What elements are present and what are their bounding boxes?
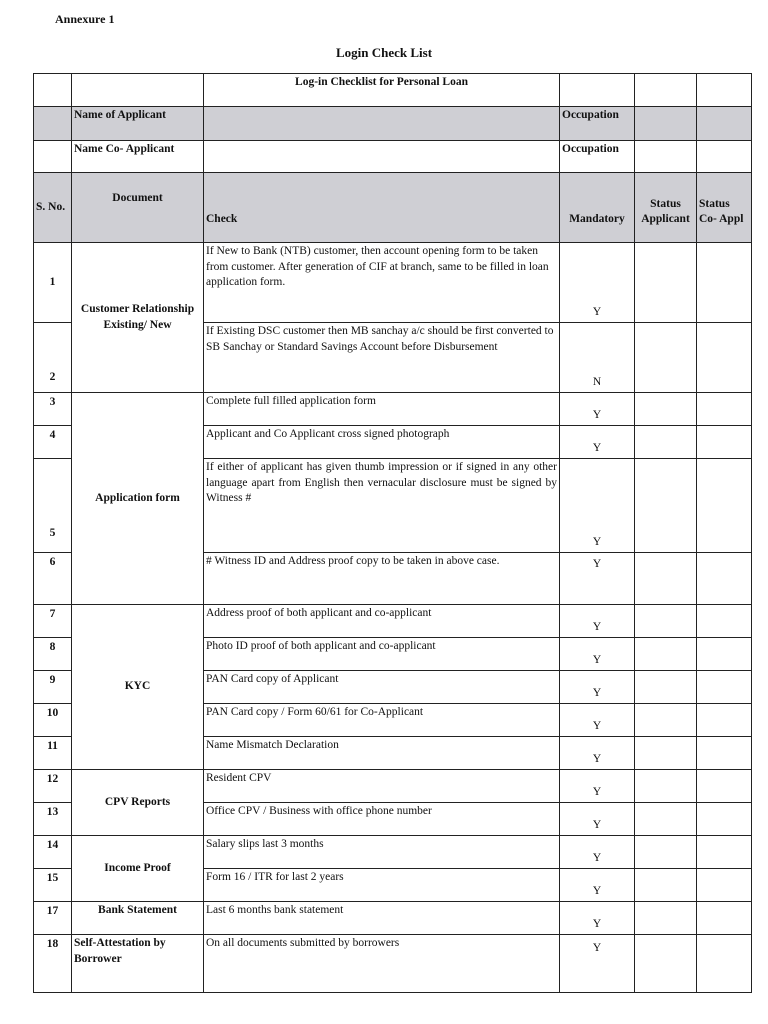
row-mandatory: N xyxy=(560,323,635,393)
row-status-co-appl[interactable] xyxy=(697,869,752,902)
header-row xyxy=(34,173,752,243)
row-sno: 10 xyxy=(34,704,72,737)
row-sno: 17 xyxy=(34,902,72,935)
row-sno: 8 xyxy=(34,638,72,671)
row-check: If New to Bank (NTB) customer, then account opening form to be taken from customer. After generation of CIF at branch, same to be filled in loan application form. xyxy=(204,243,560,323)
table-title-row xyxy=(34,74,752,107)
group-bank-statement: Bank Statement xyxy=(72,902,204,935)
row-check: Address proof of both applicant and co-applicant xyxy=(204,605,560,638)
header-check: Check xyxy=(204,173,560,243)
row-mandatory: Y xyxy=(560,803,635,836)
row-status-applicant[interactable] xyxy=(635,869,697,902)
row-check: Last 6 months bank statement xyxy=(204,902,560,935)
applicant-occupation-value[interactable] xyxy=(635,107,697,141)
row-mandatory: Y xyxy=(560,737,635,770)
row-status-applicant[interactable] xyxy=(635,704,697,737)
row-check: # Witness ID and Address proof copy to be taken in above case. xyxy=(204,553,560,605)
row-mandatory: Y xyxy=(560,459,635,553)
co-applicant-name-value[interactable] xyxy=(204,141,560,173)
row-status-applicant[interactable] xyxy=(635,770,697,803)
group-kyc: KYC xyxy=(72,605,204,770)
co-applicant-occupation-value[interactable] xyxy=(635,141,697,173)
row-check: PAN Card copy / Form 60/61 for Co-Applicant xyxy=(204,704,560,737)
row-status-co-appl[interactable] xyxy=(697,935,752,993)
row-mandatory: Y xyxy=(560,553,635,605)
row-mandatory: Y xyxy=(560,836,635,869)
row-mandatory: Y xyxy=(560,869,635,902)
row-status-co-appl[interactable] xyxy=(697,770,752,803)
row-status-co-appl[interactable] xyxy=(697,243,752,323)
row-sno: 18 xyxy=(34,935,72,993)
co-applicant-occupation-label: Occupation xyxy=(560,141,635,173)
row-sno: 15 xyxy=(34,869,72,902)
row-check: Applicant and Co Applicant cross signed photograph xyxy=(204,426,560,459)
annexure-label: Annexure 1 xyxy=(55,12,115,26)
row-sno: 11 xyxy=(34,737,72,770)
row-status-applicant[interactable] xyxy=(635,836,697,869)
row-status-co-appl[interactable] xyxy=(697,605,752,638)
co-applicant-row xyxy=(34,141,752,173)
applicant-row xyxy=(34,107,752,141)
row-status-applicant[interactable] xyxy=(635,935,697,993)
header-status-applicant: Status Applicant xyxy=(635,173,697,243)
row-sno: 13 xyxy=(34,803,72,836)
table-row xyxy=(34,836,752,869)
row-check: Resident CPV xyxy=(204,770,560,803)
table-row xyxy=(34,393,752,426)
row-status-co-appl[interactable] xyxy=(697,323,752,393)
table-row xyxy=(34,243,752,323)
row-mandatory: Y xyxy=(560,671,635,704)
row-sno: 9 xyxy=(34,671,72,704)
row-sno: 2 xyxy=(34,323,72,393)
applicant-name-label: Name of Applicant xyxy=(72,107,204,141)
table-title: Log-in Checklist for Personal Loan xyxy=(204,74,560,107)
row-check: Office CPV / Business with office phone number xyxy=(204,803,560,836)
row-status-applicant[interactable] xyxy=(635,553,697,605)
row-status-applicant[interactable] xyxy=(635,605,697,638)
row-status-co-appl[interactable] xyxy=(697,803,752,836)
row-status-co-appl[interactable] xyxy=(697,737,752,770)
row-status-co-appl[interactable] xyxy=(697,836,752,869)
login-checklist-table xyxy=(33,73,752,993)
row-sno: 5 xyxy=(34,459,72,553)
co-applicant-name-label: Name Co- Applicant xyxy=(72,141,204,173)
table-row xyxy=(34,935,752,993)
row-status-co-appl[interactable] xyxy=(697,638,752,671)
row-check: If Existing DSC customer then MB sanchay a/c should be first converted to SB Sanchay or Standard Savings Account before Disbursement xyxy=(204,323,560,393)
group-income-proof: Income Proof xyxy=(72,836,204,902)
table-row xyxy=(34,902,752,935)
row-check: On all documents submitted by borrowers xyxy=(204,935,560,993)
row-status-applicant[interactable] xyxy=(635,671,697,704)
row-mandatory: Y xyxy=(560,426,635,459)
row-check: Form 16 / ITR for last 2 years xyxy=(204,869,560,902)
row-status-applicant[interactable] xyxy=(635,243,697,323)
table-row xyxy=(34,605,752,638)
row-check: Salary slips last 3 months xyxy=(204,836,560,869)
row-mandatory: Y xyxy=(560,393,635,426)
header-status-co-appl: Status Co- Appl xyxy=(697,173,752,243)
row-sno: 1 xyxy=(34,243,72,323)
group-customer-relationship: Customer Relationship Existing/ New xyxy=(72,243,204,393)
row-mandatory: Y xyxy=(560,770,635,803)
row-status-co-appl[interactable] xyxy=(697,902,752,935)
row-check: Complete full filled application form xyxy=(204,393,560,426)
row-status-applicant[interactable] xyxy=(635,426,697,459)
applicant-name-value[interactable] xyxy=(204,107,560,141)
row-status-co-appl[interactable] xyxy=(697,704,752,737)
group-self-attestation: Self-Attestation by Borrower xyxy=(72,935,204,993)
row-status-co-appl[interactable] xyxy=(697,671,752,704)
row-status-applicant[interactable] xyxy=(635,803,697,836)
row-status-applicant[interactable] xyxy=(635,393,697,426)
row-check: Photo ID proof of both applicant and co-applicant xyxy=(204,638,560,671)
row-status-applicant[interactable] xyxy=(635,737,697,770)
row-mandatory: Y xyxy=(560,704,635,737)
row-sno: 12 xyxy=(34,770,72,803)
row-mandatory: Y xyxy=(560,605,635,638)
row-status-co-appl[interactable] xyxy=(697,459,752,553)
table-row xyxy=(34,770,752,803)
row-sno: 7 xyxy=(34,605,72,638)
group-application-form: Application form xyxy=(72,393,204,605)
row-sno: 4 xyxy=(34,426,72,459)
row-mandatory: Y xyxy=(560,243,635,323)
row-status-co-appl[interactable] xyxy=(697,553,752,605)
page-title: Login Check List xyxy=(335,45,433,60)
row-mandatory: Y xyxy=(560,638,635,671)
row-check: PAN Card copy of Applicant xyxy=(204,671,560,704)
row-sno: 3 xyxy=(34,393,72,426)
header-mandatory: Mandatory xyxy=(560,173,635,243)
header-document: Document xyxy=(72,173,204,243)
applicant-occupation-label: Occupation xyxy=(560,107,635,141)
row-mandatory: Y xyxy=(560,935,635,993)
row-status-co-appl[interactable] xyxy=(697,393,752,426)
row-status-applicant[interactable] xyxy=(635,459,697,553)
row-status-co-appl[interactable] xyxy=(697,426,752,459)
row-sno: 14 xyxy=(34,836,72,869)
row-status-applicant[interactable] xyxy=(635,323,697,393)
row-sno: 6 xyxy=(34,553,72,605)
row-check: Name Mismatch Declaration xyxy=(204,737,560,770)
group-cpv-reports: CPV Reports xyxy=(72,770,204,836)
row-mandatory: Y xyxy=(560,902,635,935)
row-status-applicant[interactable] xyxy=(635,638,697,671)
row-check: If either of applicant has given thumb impression or if signed in any other language apart from English then vernacular disclosure must be signed by Witness # xyxy=(204,459,560,553)
header-sno: S. No. xyxy=(34,173,72,243)
row-status-applicant[interactable] xyxy=(635,902,697,935)
